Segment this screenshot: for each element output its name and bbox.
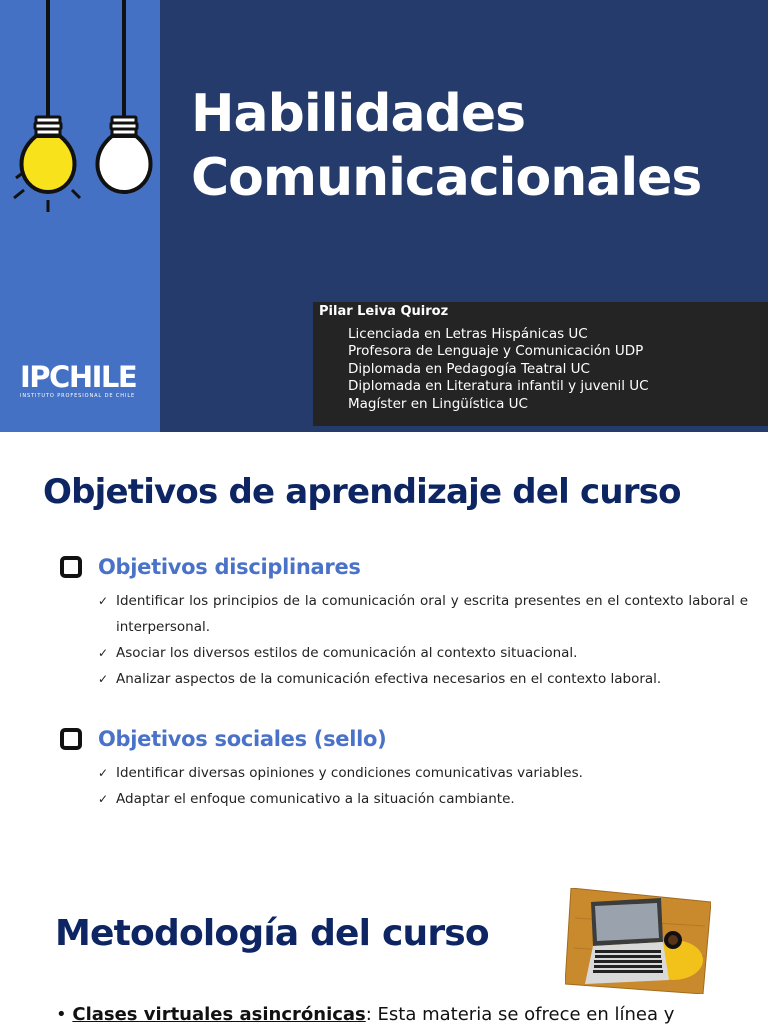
credential-item: Licenciada en Letras Hispánicas UC <box>348 326 588 342</box>
credential-item: Diplomada en Pedagogía Teatral UC <box>348 360 590 377</box>
social-heading <box>60 727 386 751</box>
methodology-bullet <box>56 1004 756 1025</box>
disciplinary-list <box>98 588 748 692</box>
list-item-text: Identificar los principios de la comunicación oral y escrita presentes en el contexto laboral e interpersonal. <box>116 593 748 635</box>
course-title-line-2: Comunicacionales <box>191 148 702 208</box>
social-list <box>98 760 748 812</box>
square-bullet-icon <box>60 728 82 750</box>
list-item <box>98 640 748 666</box>
social-heading-text: Objetivos sociales (sello) <box>98 727 387 751</box>
ipchile-logo <box>20 362 142 399</box>
course-header <box>0 0 768 432</box>
logo-tagline: INSTITUTO PROFESIONAL DE CHILE <box>20 393 136 399</box>
author-name: Pilar Leiva Quiroz <box>319 304 449 319</box>
lightbulb-yellow-icon <box>14 0 80 212</box>
objectives-title: Objetivos de aprendizaje del curso <box>43 472 681 512</box>
author-credentials <box>348 326 649 413</box>
list-item <box>98 760 748 786</box>
list-item-text: Asociar los diversos estilos de comunicación al contexto situacional. <box>116 645 578 661</box>
laptop-photo <box>565 888 711 994</box>
list-item-text: Adaptar el enfoque comunicativo a la situación cambiante. <box>116 791 515 807</box>
disciplinary-heading-text: Objetivos disciplinares <box>98 555 361 579</box>
author-box <box>313 302 768 426</box>
bullet-marker: • <box>56 1004 67 1025</box>
bullet-bold-label: Clases virtuales asincrónicas <box>72 1004 366 1025</box>
credential-item: Profesora de Lenguaje y Comunicación UDP <box>348 343 644 360</box>
checkmark-icon: ✓ <box>98 672 109 686</box>
list-item <box>98 786 748 812</box>
logo-wordmark: IPCHILE <box>20 360 137 394</box>
square-bullet-icon <box>60 556 82 578</box>
methodology-title: Metodología del curso <box>55 913 489 954</box>
checkmark-icon: ✓ <box>98 792 109 806</box>
checkmark-icon: ✓ <box>98 594 109 608</box>
checkmark-icon: ✓ <box>98 766 109 780</box>
list-item-text: Analizar aspectos de la comunicación efectiva necesarios en el contexto laboral. <box>116 671 662 687</box>
disciplinary-heading <box>60 555 361 579</box>
list-item <box>98 666 748 692</box>
credential-item: Diplomada en Literatura infantil y juvenil UC <box>348 378 649 395</box>
course-title-line-1: Habilidades <box>191 84 526 144</box>
lightbulbs-illustration <box>0 0 160 220</box>
list-item-text: Identificar diversas opiniones y condiciones comunicativas variables. <box>116 765 583 781</box>
credential-item: Magíster en Lingüística UC <box>348 395 528 412</box>
course-title <box>191 82 701 210</box>
list-item <box>98 588 748 640</box>
bullet-text: : Esta materia se ofrece en línea y <box>365 1004 675 1025</box>
lightbulb-white-icon <box>98 0 151 192</box>
header-side-panel <box>0 0 160 432</box>
checkmark-icon: ✓ <box>98 646 109 660</box>
